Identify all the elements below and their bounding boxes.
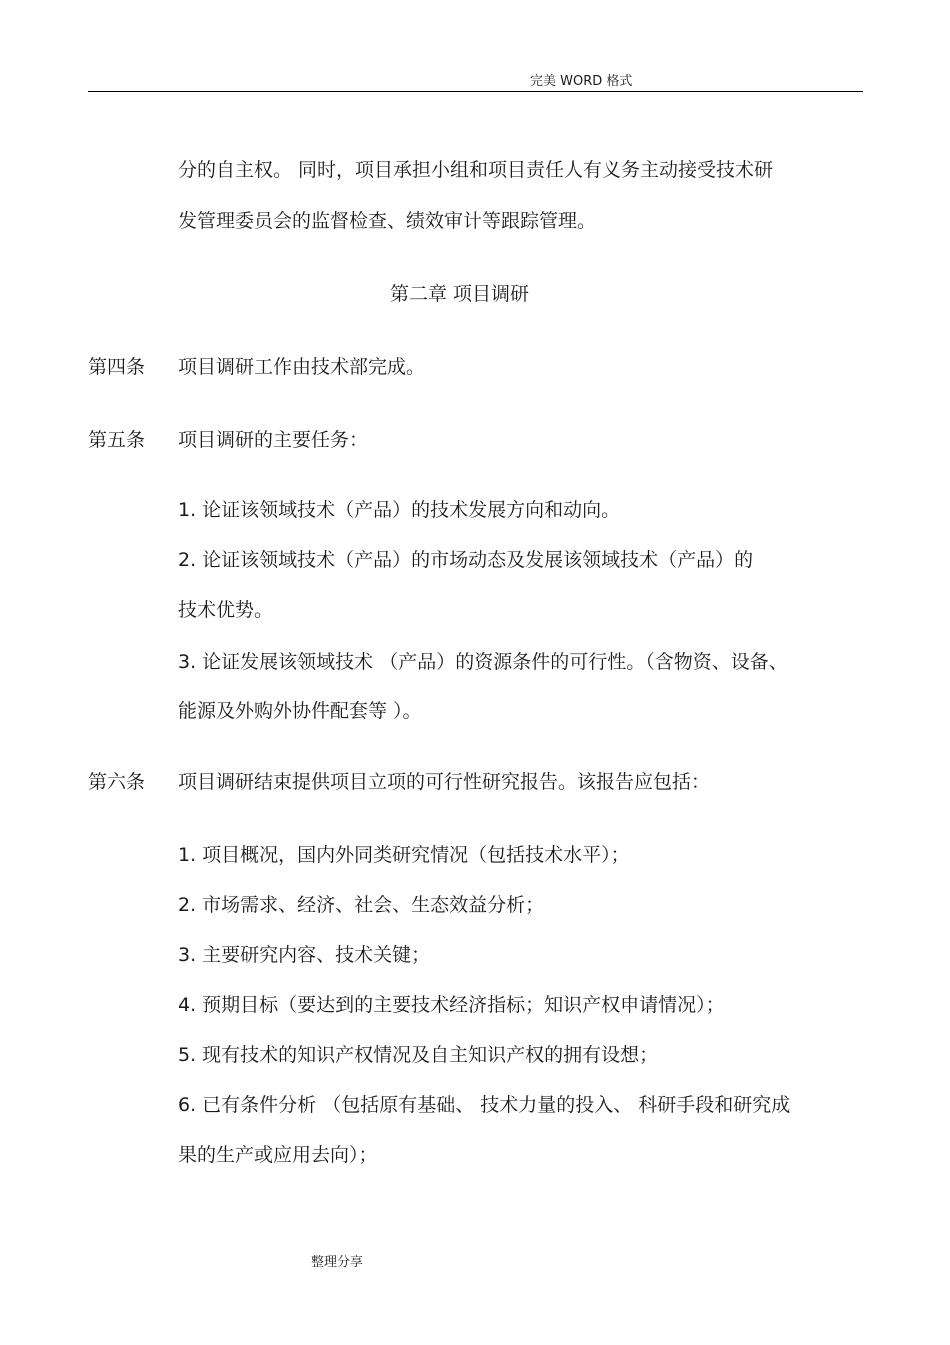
list-item-continuation: 果的生产或应用去向）； (178, 1144, 378, 1166)
article-text: 项目调研的主要任务： (178, 429, 369, 451)
paragraph-line: 发管理委员会的监督检查、绩效审计等跟踪管理。 (178, 210, 597, 232)
article-label: 第五条 (88, 429, 146, 451)
list-item: 1. 论证该领域技术（产品）的技术发展方向和动向。 (178, 499, 621, 521)
list-item: 4. 预期目标（要达到的主要技术经济指标；知识产权申请情况）； (178, 994, 725, 1016)
page-footer: 整理分享 (311, 1255, 364, 1270)
list-item: 2. 市场需求、经济、社会、生态效益分析； (178, 894, 545, 916)
article-text: 项目调研结束提供项目立项的可行性研究报告。该报告应包括： (178, 771, 711, 793)
article-text: 项目调研工作由技术部完成。 (178, 356, 426, 378)
list-item: 6. 已有条件分析 （包括原有基础、 技术力量的投入、 科研手段和研究成 (178, 1094, 791, 1116)
list-item: 2. 论证该领域技术（产品）的市场动态及发展该领域技术（产品）的 (178, 549, 754, 571)
list-item: 1. 项目概况，国内外同类研究情况（包括技术水平）； (178, 844, 630, 866)
list-item: 5. 现有技术的知识产权情况及自主知识产权的拥有设想； (178, 1044, 659, 1066)
header-rule (88, 91, 863, 92)
list-item: 3. 论证发展该领域技术 （产品）的资源条件的可行性。（含物资、设备、 (178, 651, 788, 673)
list-item-continuation: 能源及外购外协件配套等 ）。 (178, 700, 422, 722)
chapter-heading: 第二章 项目调研 (390, 283, 530, 305)
list-item: 3. 主要研究内容、技术关键； (178, 944, 431, 966)
article-label: 第六条 (88, 771, 146, 793)
paragraph-line: 分的自主权。 同时，项目承担小组和项目责任人有义务主动接受技术研 (178, 159, 774, 181)
article-label: 第四条 (88, 356, 146, 378)
page-header: 完美 WORD 格式 (530, 74, 633, 89)
list-item-continuation: 技术优势。 (178, 599, 274, 621)
